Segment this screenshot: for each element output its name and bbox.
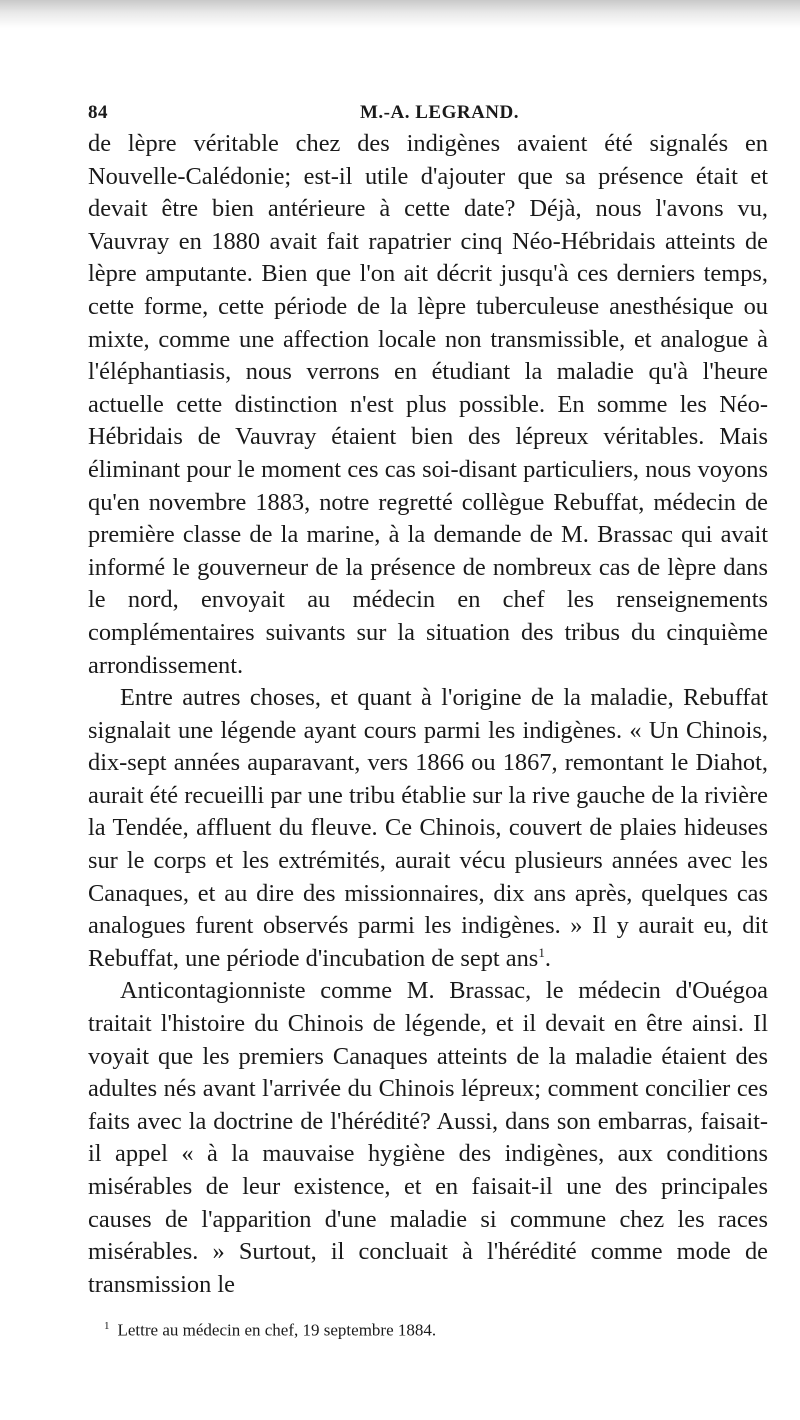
document-page xyxy=(88,98,768,1342)
paragraph-3: Anticontagionniste comme M. Brassac, le médecin d'Ouégoa traitait l'histoire du Chinois de légende, et il devait en être ainsi. Il voyait que les premiers Canaques atteints de la maladie étaient des adultes nés avant l'arrivée du Chinois lépreux; comment concilier ces faits avec la doctrine de l'hérédité? Aussi, dans son embarras, faisait-il appel « à la mauvaise hygiène des indigènes, aux conditions misérables de leur existence, et en faisait-il une des principales causes de l'apparition d'une maladie si commune chez les races misérables. » Surtout, il concluait à l'hérédité comme mode de transmission le xyxy=(88,977,768,1298)
body-text xyxy=(88,128,768,1301)
paragraph-2 xyxy=(88,682,768,975)
page-number: 84 xyxy=(88,102,108,123)
scan-edge-shadow xyxy=(0,0,800,28)
footnote-reference[interactable]: 1 xyxy=(538,944,545,960)
paragraph-1: de lèpre véritable chez des indigènes avaient été signalés en Nouvelle-Calédonie; est-il utile d'ajouter que sa présence était et devait être bien antérieure à cette date? Déjà, nous l'avons vu, Vauvray en 1880 avait fait rapatrier cinq Néo-Hébridais atteints de lèpre amputante. Bien que l'on ait décrit jusqu'à ces derniers temps, cette forme, cette période de la lèpre tuberculeuse anesthésique ou mixte, comme une affection locale non transmissible, et analogue à l'éléphantiasis, nous verrons en étudiant la maladie qu'à l'heure actuelle cette distinction n'est plus possible. En somme les Néo-Hébridais de Vauvray étaient bien des lépreux véritables. Mais éliminant pour le moment ces cas soi-disant particuliers, nous voyons qu'en novembre 1883, notre regretté collègue Rebuffat, médecin de première classe de la marine, à la demande de M. Brassac qui avait informé le gouverneur de la présence de nombreux cas de lèpre dans le nord, envoyait au médecin en chef les renseignements complémentaires suivants sur la situation des tribus du cinquième arrondissement. xyxy=(88,130,768,679)
footnote-text: Lettre au médecin en chef, 19 septembre 1884. xyxy=(117,1321,437,1341)
running-head: M.-A. LEGRAND. xyxy=(360,102,519,123)
paragraph-2-end: . xyxy=(544,944,551,972)
footnote-marker: 1 xyxy=(104,1320,110,1333)
paragraph-2-text: Entre autres choses, et quant à l'origine de la maladie, Rebuffat signalait une légende ayant cours parmi les indigènes. « Un Chinois, dix-sept années auparavant, vers 1866 ou 1867, remontant le Diahot, aurait été recueilli par une tribu établie sur la rive gauche de la rivière la Tendée, affluent du fleuve. Ce Chinois, couvert de plaies hideuses sur le corps et les extrémités, aurait vécu plusieurs années avec les Canaques, et au dire des missionnaires, dix ans après, quelques cas analogues furent observés parmi les indigènes. » Il y aurait eu, dit Rebuffat, une période d'incubation de sept ans xyxy=(88,684,768,972)
footnote xyxy=(88,1315,768,1342)
page-header xyxy=(88,98,768,128)
